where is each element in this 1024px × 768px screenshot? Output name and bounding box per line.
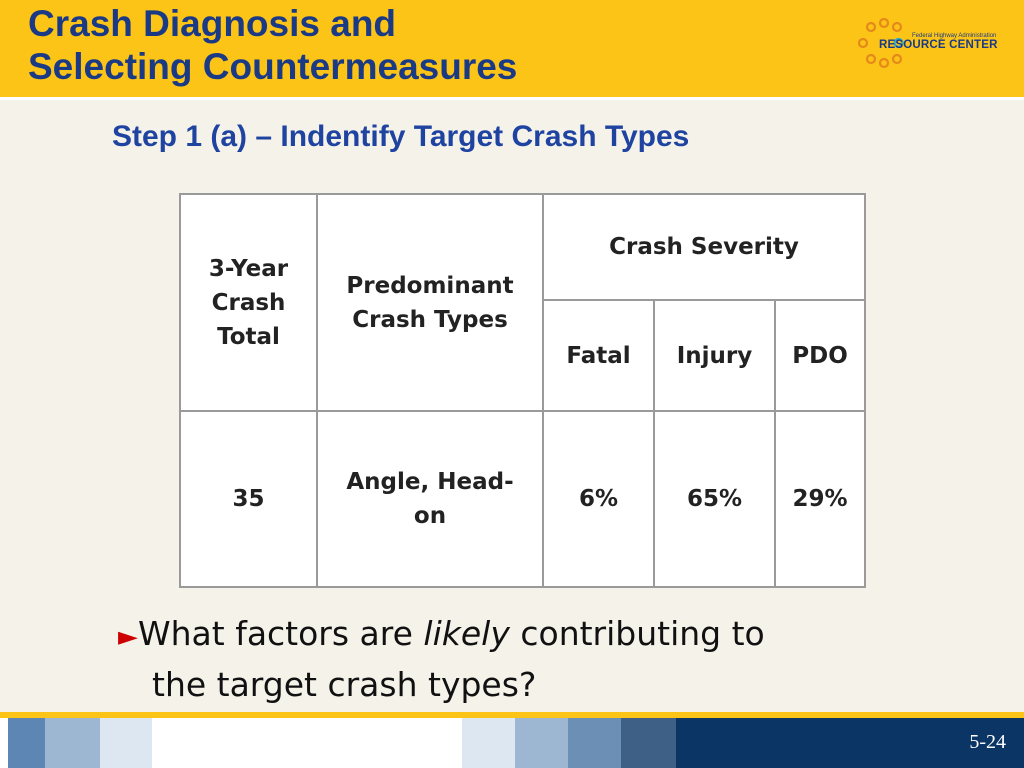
title-line-2: Selecting Countermeasures (28, 46, 518, 87)
bullet-text-line2: the target crash types? (152, 665, 537, 704)
footer-block (621, 718, 676, 768)
title-line-1: Crash Diagnosis and (28, 3, 397, 44)
footer-block (45, 718, 100, 768)
header-pdo: PDO (775, 300, 865, 411)
footer-block (100, 718, 152, 768)
table-row (180, 411, 865, 587)
footer-band (0, 712, 1024, 768)
bullet-text-before: What factors are (138, 614, 424, 653)
logo-agency-text: Federal Highway Administration (912, 33, 997, 39)
header-fatal: Fatal (543, 300, 654, 411)
slide-subtitle: Step 1 (a) – Indentify Target Crash Types (112, 120, 690, 153)
bullet-emphasis: likely (423, 614, 510, 653)
footer-block (515, 718, 568, 768)
table-header-row (180, 194, 865, 300)
header-injury: Injury (654, 300, 775, 411)
footer-block (152, 718, 462, 768)
bullet-question (118, 610, 978, 709)
header-crash-total: 3-Year Crash Total (180, 194, 317, 411)
bullet-text-after: contributing to (509, 614, 765, 653)
page-number: 5-24 (969, 731, 1006, 753)
cell-crash-types: Angle, Head- on (317, 411, 543, 587)
logo-name-text: RESOURCE CENTER (879, 39, 998, 51)
slide-title (28, 2, 517, 88)
bullet-arrow-icon: ► (118, 622, 138, 652)
cell-crash-total: 35 (180, 411, 317, 587)
crash-types-table (179, 193, 866, 588)
header-crash-types: Predominant Crash Types (317, 194, 543, 411)
cell-injury: 65% (654, 411, 775, 587)
cell-pdo: 29% (775, 411, 865, 587)
footer-block (0, 718, 8, 768)
footer-block (8, 718, 45, 768)
crash-table-container (179, 193, 864, 586)
resource-center-logo (858, 18, 1024, 74)
header-crash-severity: Crash Severity (543, 194, 865, 300)
header-divider (0, 97, 1024, 100)
footer-block (462, 718, 515, 768)
footer-block (568, 718, 621, 768)
cell-fatal: 6% (543, 411, 654, 587)
